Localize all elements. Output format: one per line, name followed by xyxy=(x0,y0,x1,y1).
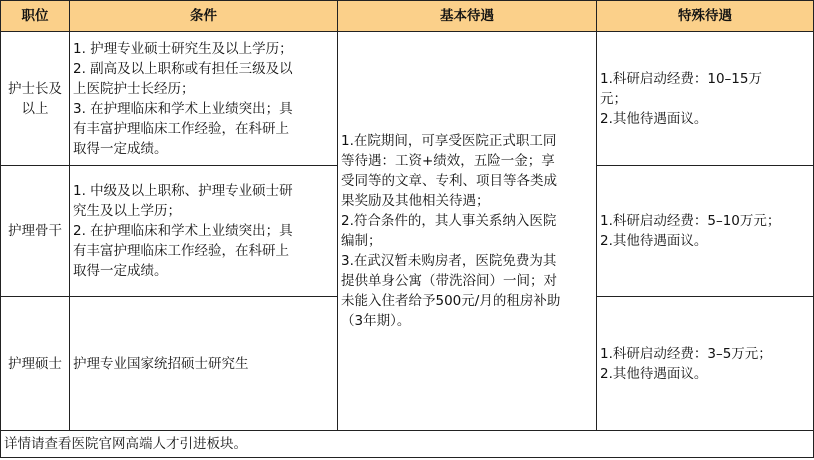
basic-line: 未能入住者给予500元/月的租房补助 xyxy=(341,293,561,309)
basic-line: 提供单身公寓（带洗浴间）一间；对 xyxy=(341,273,557,289)
position-text: 护士长及 xyxy=(8,80,62,97)
position-cell xyxy=(1,166,70,297)
footer-note: 详情请查看医院官网高端人才引进板块。 xyxy=(1,431,814,458)
special-line: 2.其他待遇面议。 xyxy=(600,233,708,249)
position-cell xyxy=(1,297,70,431)
position-text: 护理硕士 xyxy=(8,355,62,372)
conditions-cell xyxy=(70,32,338,166)
basic-line: 2.符合条件的，其人事关系纳入医院 xyxy=(341,213,557,229)
header-basic: 基本待遇 xyxy=(338,1,597,32)
special-line: 1.科研启动经费：3–5万元； xyxy=(600,345,772,362)
condition-line: 1. 护理专业硕士研究生及以上学历； xyxy=(73,40,293,57)
special-line: 1.科研启动经费：5–10万元； xyxy=(600,213,781,229)
footer-row xyxy=(1,431,814,458)
position-text: 护理骨干 xyxy=(8,223,62,239)
condition-line: 2. 副高及以上职称或有担任三级及以 xyxy=(73,60,293,77)
condition-line: 取得一定成绩。 xyxy=(73,263,168,279)
basic-line: 受同等的文章、专利、项目等各类成 xyxy=(341,173,557,189)
header-conditions: 条件 xyxy=(70,1,338,32)
conditions-cell xyxy=(70,166,338,297)
special-line: 2.其他待遇面议。 xyxy=(600,110,708,127)
special-benefits-cell xyxy=(597,297,814,431)
condition-line: 有丰富护理临床工作经验，在科研上 xyxy=(73,120,289,137)
special-line: 1.科研启动经费：10–15万 xyxy=(600,70,762,87)
basic-line: 编制； xyxy=(341,233,382,249)
condition-line: 有丰富护理临床工作经验，在科研上 xyxy=(73,243,289,259)
position-text: 以上 xyxy=(21,100,49,117)
condition-line: 1. 中级及以上职称、护理专业硕士研 xyxy=(73,183,293,199)
conditions-cell xyxy=(70,297,338,431)
special-line: 2.其他待遇面议。 xyxy=(600,365,708,382)
position-cell xyxy=(1,32,70,166)
basic-line: 3.在武汉暂未购房者，医院免费为其 xyxy=(341,253,557,269)
condition-line: 究生及以上学历； xyxy=(73,203,181,219)
basic-line: 1.在院期间，可享受医院正式职工同 xyxy=(341,133,557,149)
basic-line: 果奖励及其他相关待遇； xyxy=(341,193,490,209)
condition-line: 2. 在护理临床和学术上业绩突出；具 xyxy=(73,223,293,239)
condition-line: 3. 在护理临床和学术上业绩突出；具 xyxy=(73,100,293,117)
basic-line: 等待遇：工资+绩效，五险一金；享 xyxy=(341,153,555,169)
condition-line: 上医院护士长经历； xyxy=(73,80,195,97)
basic-line: （3年期）。 xyxy=(341,313,411,329)
basic-benefits-cell xyxy=(338,32,597,431)
special-benefits-cell xyxy=(597,32,814,166)
condition-line: 护理专业国家统招硕士研究生 xyxy=(73,355,249,372)
special-line: 元； xyxy=(600,90,627,107)
header-position: 职位 xyxy=(1,1,70,32)
header-special: 特殊待遇 xyxy=(597,1,814,32)
special-benefits-cell xyxy=(597,166,814,297)
table-row xyxy=(1,32,814,166)
condition-line: 取得一定成绩。 xyxy=(73,140,168,157)
header-row xyxy=(1,1,814,32)
